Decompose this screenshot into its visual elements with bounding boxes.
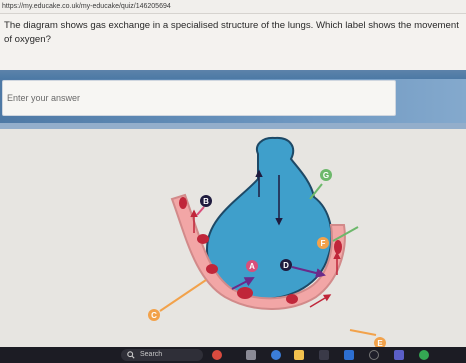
mail-icon[interactable]	[344, 350, 354, 360]
label-e-line	[350, 330, 376, 335]
teams-icon[interactable]	[394, 350, 404, 360]
answer-field[interactable]	[2, 80, 396, 116]
red-blood-cell	[286, 294, 298, 304]
label-g-text: G	[322, 171, 330, 180]
taskbar-search[interactable]	[121, 349, 203, 361]
answer-band	[0, 70, 466, 79]
search-icon	[127, 351, 135, 359]
label-d-text: D	[283, 261, 289, 270]
file-explorer-icon[interactable]	[294, 350, 304, 360]
label-f-text: F	[320, 239, 326, 248]
red-blood-cell	[206, 264, 218, 274]
gas-exchange-diagram	[0, 129, 466, 347]
widgets-icon[interactable]	[212, 350, 222, 360]
chrome-icon[interactable]	[419, 350, 429, 360]
label-b-line	[197, 207, 204, 215]
answer-input[interactable]	[3, 81, 395, 115]
label-b[interactable]	[200, 195, 212, 207]
app-icon[interactable]	[369, 350, 379, 360]
taskbar-search-label: Search	[140, 351, 163, 358]
store-icon[interactable]	[319, 350, 329, 360]
red-blood-cell	[237, 287, 253, 299]
red-blood-cell	[179, 197, 187, 209]
question-text: The diagram shows gas exchange in a specialised structure of the lungs. Which label shows the movement of oxygen?	[4, 20, 459, 45]
label-d[interactable]	[280, 259, 292, 271]
label-g[interactable]	[320, 169, 332, 181]
label-f[interactable]	[317, 237, 329, 249]
label-c-text: C	[151, 311, 157, 320]
label-e-text: E	[377, 339, 383, 347]
red-blood-cell	[197, 234, 209, 244]
label-e[interactable]	[374, 337, 386, 347]
label-b-text: B	[203, 197, 209, 206]
task-view-icon[interactable]	[246, 350, 256, 360]
label-c-line	[160, 280, 206, 311]
browser-icon[interactable]	[271, 350, 281, 360]
label-c[interactable]	[148, 309, 160, 321]
label-a-text: A	[249, 262, 255, 271]
label-a[interactable]	[246, 260, 258, 272]
browser-url-bar[interactable]: https://my.educake.co.uk/my-educake/quiz/146205694	[0, 0, 466, 14]
alveolus	[207, 138, 332, 299]
red-blood-cell	[334, 240, 342, 254]
